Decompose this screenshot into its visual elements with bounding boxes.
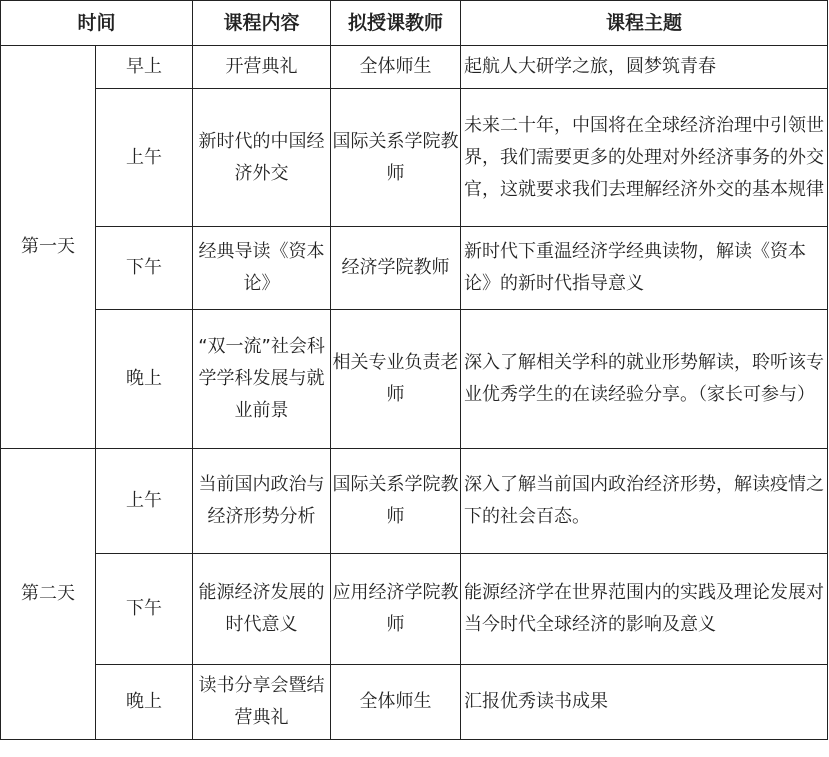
session-time: 下午	[96, 554, 193, 665]
session-content: 新时代的中国经济外交	[193, 89, 331, 227]
session-content: 当前国内政治与经济形势分析	[193, 449, 331, 554]
session-teacher: 经济学院教师	[331, 227, 461, 310]
session-theme: 能源经济学在世界范围内的实践及理论发展对当今时代全球经济的影响及意义	[461, 554, 828, 665]
header-theme: 课程主题	[461, 1, 828, 46]
session-content: 能源经济发展的时代意义	[193, 554, 331, 665]
session-time: 晚上	[96, 310, 193, 449]
session-theme: 汇报优秀读书成果	[461, 665, 828, 740]
session-theme: 起航人大研学之旅，圆梦筑青春	[461, 46, 828, 89]
session-teacher: 国际关系学院教师	[331, 449, 461, 554]
session-content: 开营典礼	[193, 46, 331, 89]
session-teacher: 国际关系学院教师	[331, 89, 461, 227]
session-teacher: 相关专业负责老师	[331, 310, 461, 449]
session-time: 晚上	[96, 665, 193, 740]
session-theme: 未来二十年，中国将在全球经济治理中引领世界，我们需要更多的处理对外经济事务的外交官，这就要求我们去理解经济外交的基本规律	[461, 89, 828, 227]
session-content: 读书分享会暨结营典礼	[193, 665, 331, 740]
table-row	[1, 89, 828, 227]
session-theme: 深入了解当前国内政治经济形势，解读疫情之下的社会百态。	[461, 449, 828, 554]
session-teacher: 全体师生	[331, 46, 461, 89]
day-label: 第一天	[1, 46, 96, 449]
table-row	[1, 310, 828, 449]
day-label: 第二天	[1, 449, 96, 740]
table-row	[1, 665, 828, 740]
table-row	[1, 449, 828, 554]
session-teacher: 全体师生	[331, 665, 461, 740]
session-theme: 新时代下重温经济学经典读物，解读《资本论》的新时代指导意义	[461, 227, 828, 310]
session-time: 上午	[96, 449, 193, 554]
session-theme: 深入了解相关学科的就业形势解读，聆听该专业优秀学生的在读经验分享。（家长可参与）	[461, 310, 828, 449]
session-content: “双一流”社会科学学科发展与就业前景	[193, 310, 331, 449]
session-teacher: 应用经济学院教师	[331, 554, 461, 665]
header-time: 时间	[1, 1, 193, 46]
header-content: 课程内容	[193, 1, 331, 46]
table-row	[1, 554, 828, 665]
table-row	[1, 227, 828, 310]
header-row	[1, 1, 828, 46]
session-time: 上午	[96, 89, 193, 227]
table-row	[1, 46, 828, 89]
session-time: 早上	[96, 46, 193, 89]
session-time: 下午	[96, 227, 193, 310]
session-content: 经典导读《资本论》	[193, 227, 331, 310]
header-teacher: 拟授课教师	[331, 1, 461, 46]
